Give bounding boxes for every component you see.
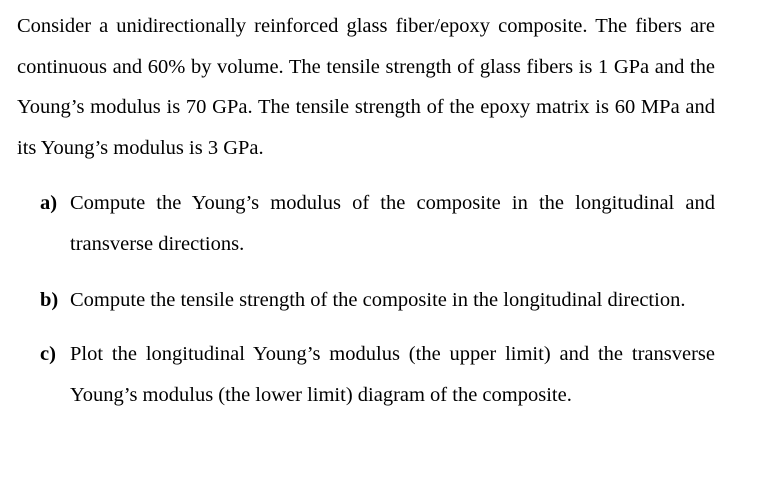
problem-statement: Consider a unidirectionally reinforced glass fiber/epoxy composite. The fibers are continuous and 60% by volume. The tensile strength of glass fibers is 1 GPa and the Young’s modulus is 70 GPa. The tensile strength of the epoxy matrix is 60 MPa and its Young’s modulus is 3 GPa. [17, 15, 715, 159]
question-marker-a: a) [40, 192, 58, 215]
question-marker-b: b) [40, 288, 59, 311]
question-text-b: Compute the tensile strength of the composite in the longitudinal direction. [70, 288, 686, 311]
question-item-b [17, 280, 715, 321]
question-item-c [17, 334, 715, 415]
question-marker-c: c) [40, 343, 56, 366]
question-text-c: Plot the longitudinal Young’s modulus (the upper limit) and the transverse Young’s modulus (the lower limit) diagram of the composite. [70, 343, 715, 406]
problem-document [17, 0, 715, 415]
question-item-a [17, 183, 715, 264]
question-list [17, 183, 715, 415]
question-text-a: Compute the Young’s modulus of the composite in the longitudinal and transverse directions. [70, 192, 715, 255]
